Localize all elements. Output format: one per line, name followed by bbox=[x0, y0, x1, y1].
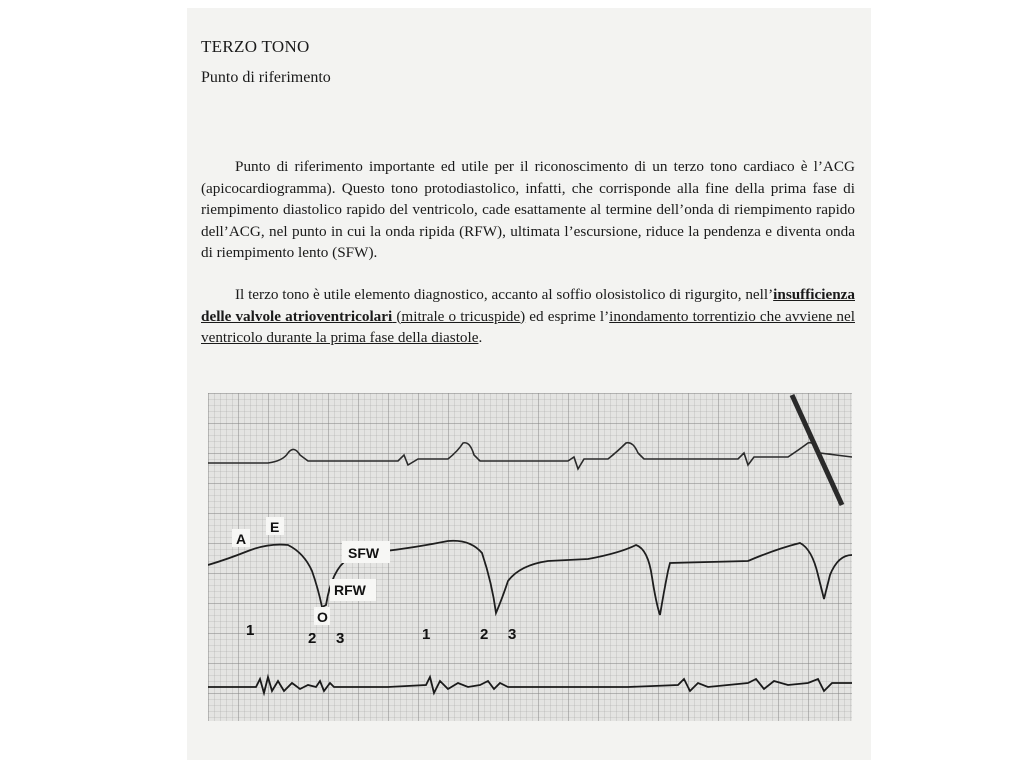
sound-marker-2a: 2 bbox=[308, 630, 317, 647]
sound-marker-3b: 3 bbox=[508, 626, 517, 643]
paragraph-2-underlined: inondamento torrentizio che avviene nel ventricolo durante la prima fase della diastole bbox=[201, 307, 855, 346]
sound-marker-1a: 1 bbox=[246, 622, 255, 639]
acg-ecg-figure bbox=[208, 393, 852, 721]
sound-marker-2b: 2 bbox=[480, 626, 489, 643]
label-sfw: SFW bbox=[348, 545, 380, 561]
label-o: O bbox=[317, 609, 328, 625]
paragraph-2-part2: (mitrale o tricuspide) bbox=[392, 307, 526, 325]
paragraph-2-part5: . bbox=[478, 329, 483, 346]
sound-marker-1b: 1 bbox=[422, 626, 431, 643]
paragraph-1: Punto di riferimento importante ed utile per il riconoscimento di un terzo tono cardiaco è l’ACG (apicocardiogramma). Questo tono protodiastolico, infatti, che corrisponde alla fine della prima fase di riempimento diastolico rapido del ventricolo, cade esattamente al termine dell’onda di riempimento rapido dell’ACG, nel punto in cui la onda ripida (RFW), ultimata l’escursione, riduce la pendenza e diventa onda di riempimento lento (SFW). bbox=[201, 158, 855, 261]
ecg-trace-svg bbox=[208, 393, 852, 721]
paragraph-2-bold-term: insufficienza delle valvole atrioventricolari bbox=[201, 286, 855, 325]
paragraph-2-part3: ed esprime l’ bbox=[525, 307, 610, 325]
label-a: A bbox=[236, 531, 247, 547]
label-e: E bbox=[270, 519, 280, 535]
paragraph-2 bbox=[201, 284, 855, 349]
sound-marker-3a: 3 bbox=[336, 630, 345, 647]
section-subtitle: Punto di riferimento bbox=[201, 69, 331, 86]
paragraph-2-part1: Il terzo tono è utile elemento diagnostico, accanto al soffio olosistolico di rigurgito, nell’ bbox=[235, 286, 774, 303]
label-rfw: RFW bbox=[334, 582, 366, 598]
page-title: TERZO TONO bbox=[201, 37, 310, 56]
